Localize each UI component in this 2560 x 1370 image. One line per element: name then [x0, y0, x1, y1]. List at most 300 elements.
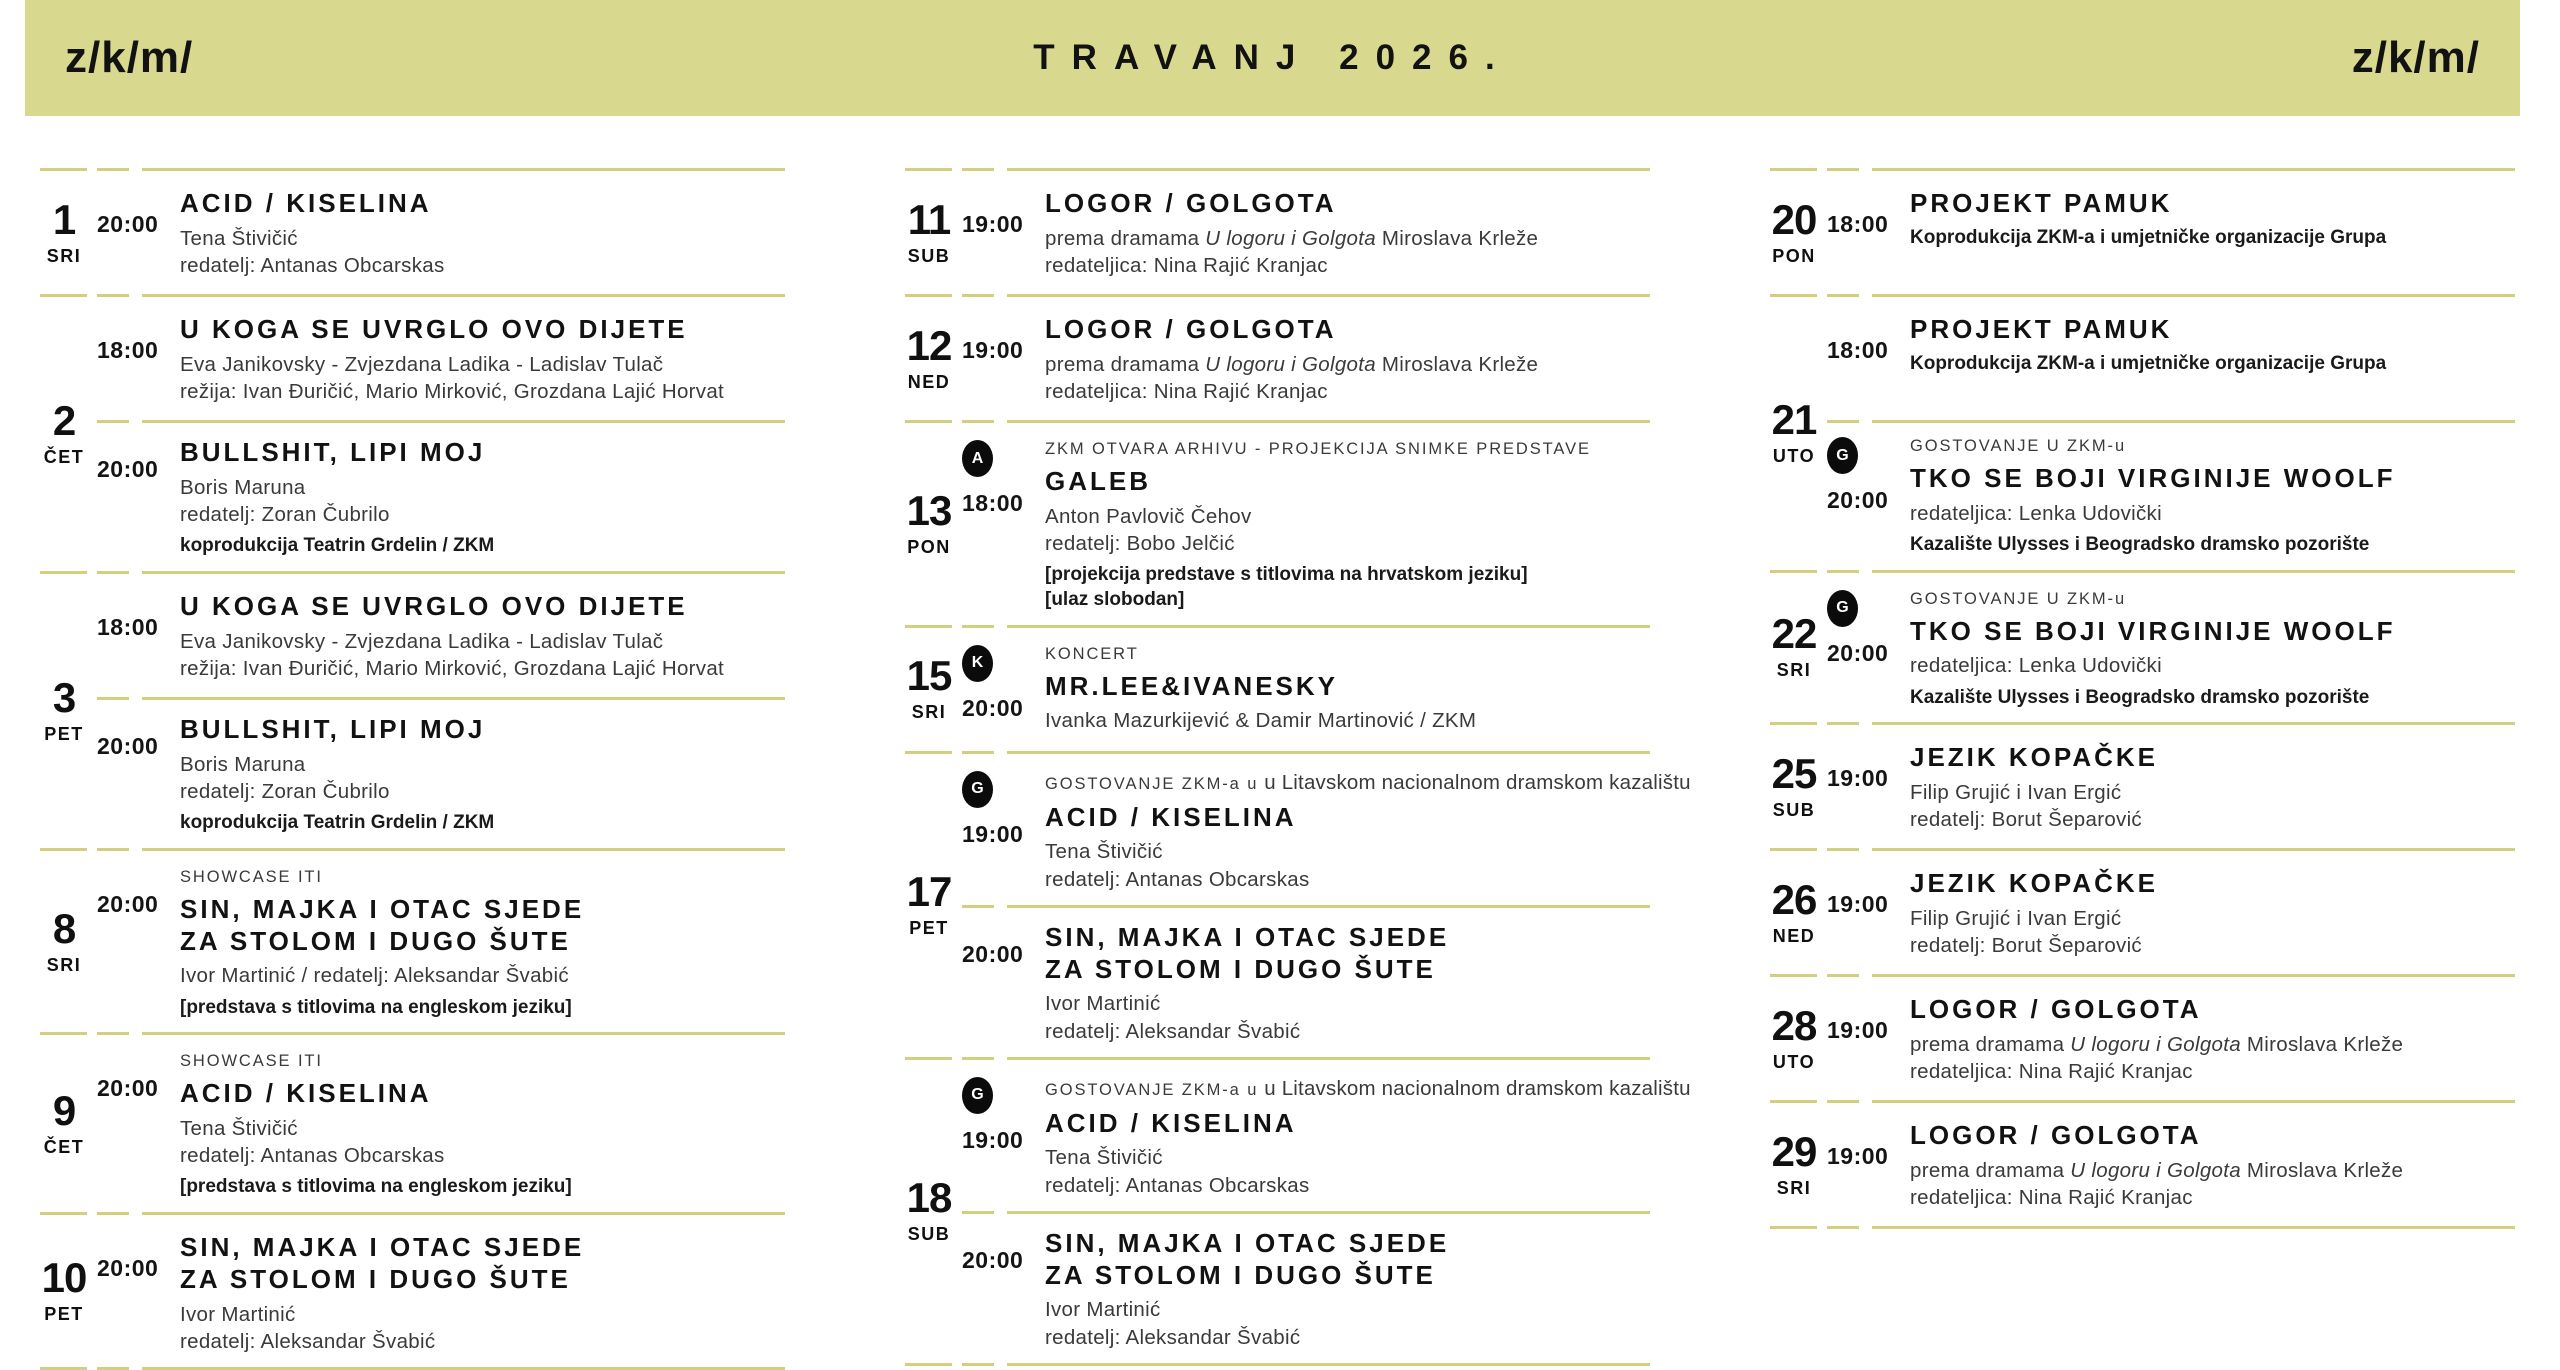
show: [97, 851, 785, 1032]
time-label: 20:00: [97, 1075, 159, 1102]
day-abbrev: PET: [44, 1304, 84, 1325]
note: Kazalište Ulysses i Beogradsko dramsko pozorište: [1910, 533, 2370, 555]
event-eyebrow: [1910, 590, 2515, 609]
day-abbrev: NED: [1772, 925, 1816, 946]
detail-line: režija: Ivan Đuričić, Mario Mirković, Grozdana Lajić Horvat: [180, 379, 725, 403]
time-cell: [962, 754, 1024, 905]
note: [projekcija predstave s titlovima na hrvatskom jeziku]: [1045, 564, 1528, 586]
schedule-entry: [1770, 851, 2515, 974]
day-cell: [1770, 573, 1818, 723]
show-notes: [180, 534, 785, 559]
show-title: PROJEKT PAMUK: [1910, 314, 2173, 344]
show-title: U KOGA SE UVRGLO OVO DIJETE: [180, 314, 688, 344]
detail-line: Boris Maruna: [180, 475, 306, 499]
eyebrow-caps: GOSTOVANJE U ZKM-u: [1910, 437, 2127, 455]
show: [97, 171, 785, 294]
show-details: [180, 628, 785, 683]
show-notes: [1910, 686, 2515, 711]
show-notes: [180, 996, 785, 1021]
detail-line: redatelj: Zoran Čubrilo: [180, 779, 390, 803]
show-list: [1827, 573, 2515, 723]
show: [962, 171, 1650, 294]
month-title: TRAVANJ 2026.: [1033, 38, 1512, 77]
eyebrow-caps: ZKM OTVARA ARHIVU - PROJEKCIJA SNIMKE PREDSTAVE: [1045, 440, 1591, 458]
show-details: [1045, 351, 1650, 406]
show: [962, 297, 1650, 420]
detail-line: Ivor Martinić: [180, 1302, 296, 1326]
day-cell: [1770, 1103, 1818, 1226]
show: [962, 423, 1650, 625]
time-label: 20:00: [1827, 487, 1889, 513]
event-eyebrow: [1045, 440, 1650, 459]
show-notes: [1910, 533, 2515, 558]
detail-line: redatelj: Antanas Obcarskas: [1045, 1173, 1310, 1197]
day-cell: [905, 628, 953, 751]
show-content: [1010, 905, 1650, 1057]
show-content: [1875, 851, 2515, 974]
day-number: 25: [1771, 749, 1817, 797]
schedule-entry: [1770, 1103, 2515, 1226]
show-title: U KOGA SE UVRGLO OVO DIJETE: [180, 590, 688, 621]
day-abbrev: SUB: [907, 245, 951, 266]
day-abbrev: SRI: [46, 954, 82, 975]
detail-line: redateljica: Nina Rajić Kranjac: [1910, 1060, 2193, 1084]
show: [1827, 573, 2515, 723]
show-title: JEZIK KOPAČKE: [1910, 742, 2158, 773]
show-content: [1875, 977, 2515, 1100]
event-eyebrow: [1910, 437, 2515, 456]
schedule-entry: [905, 297, 1650, 420]
show-details: [180, 962, 785, 989]
show-notes: [1910, 226, 2515, 251]
show-title: ACID / KISELINA: [180, 1078, 432, 1109]
show-title: PROJEKT PAMUK: [1910, 188, 2173, 218]
time-cell: [962, 423, 1024, 625]
time-cell: [962, 905, 1024, 1057]
show: [1827, 297, 2515, 420]
show-content: [145, 171, 785, 294]
day-number: 13: [906, 486, 952, 534]
event-badge: G: [962, 1077, 993, 1114]
show-title: JEZIK KOPAČKE: [1910, 868, 2158, 899]
schedule-column-2: [905, 168, 1691, 1366]
show-content: [1875, 725, 2515, 848]
show-notes: [180, 811, 785, 836]
masthead: [25, 0, 2520, 116]
time-cell: [1827, 977, 1889, 1100]
show: [1827, 977, 2515, 1100]
day-abbrev: SRI: [1776, 1177, 1812, 1198]
schedule-entry: [905, 171, 1650, 294]
detail-line: Boris Maruna: [180, 752, 306, 776]
show: [962, 1060, 1691, 1211]
day-number: 2: [52, 396, 76, 444]
schedule-entry: [40, 297, 785, 571]
day-abbrev: PON: [907, 536, 951, 557]
day-cell: [40, 297, 88, 571]
time-label: 20:00: [962, 940, 1024, 967]
eyebrow-caps: KONCERT: [1045, 644, 1139, 663]
show-list: [962, 1060, 1691, 1363]
time-cell: [962, 628, 1024, 751]
note: [predstava s titlovima na engleskom jeziku]: [180, 1176, 572, 1198]
show-content: [1010, 1060, 1691, 1211]
show-content: [1875, 297, 2515, 420]
show-list: [1827, 851, 2515, 974]
event-eyebrow: [1045, 645, 1650, 664]
day-number: 1: [52, 195, 76, 243]
separator-line: [905, 1363, 1650, 1366]
eyebrow-caps: GOSTOVANJE ZKM-a u: [1045, 774, 1259, 793]
day-abbrev: NED: [907, 371, 951, 392]
day-abbrev: UTO: [1772, 446, 1816, 467]
day-abbrev: PET: [909, 918, 949, 939]
day-cell: [905, 1060, 953, 1363]
eyebrow-caps: GOSTOVANJE U ZKM-u: [1910, 589, 2127, 608]
separator-line: [97, 697, 785, 700]
show-details: [1910, 500, 2515, 527]
time-label: 19:00: [1827, 1017, 1889, 1044]
show-content: [145, 697, 785, 848]
separator-line: [1770, 1226, 2515, 1229]
eyebrow-caps: SHOWCASE ITI: [180, 867, 323, 886]
time-label: 20:00: [962, 694, 1024, 721]
eyebrow-rest: u Litavskom nacionalnom dramskom kazalištu: [1258, 1076, 1691, 1100]
show: [97, 420, 785, 571]
detail-line: Eva Janikovsky - Zvjezdana Ladika - Ladislav Tulač: [180, 629, 664, 653]
show-list: [1827, 171, 2515, 294]
day-cell: [40, 1215, 88, 1367]
day-cell: [1770, 977, 1818, 1100]
day-cell: [40, 1035, 88, 1212]
time-label: 20:00: [97, 1255, 159, 1282]
show-content: [1010, 171, 1650, 294]
schedule-entry: [1770, 297, 2515, 570]
time-label: 18:00: [97, 613, 159, 640]
day-abbrev: PON: [1772, 245, 1816, 266]
show-title: LOGOR / GOLGOTA: [1045, 188, 1337, 218]
show-title: LOGOR / GOLGOTA: [1910, 1120, 2202, 1151]
day-cell: [905, 297, 953, 420]
detail-line: redatelj: Antanas Obcarskas: [1045, 867, 1310, 891]
time-label: 18:00: [1827, 337, 1889, 363]
time-cell: [97, 297, 159, 420]
detail-line: Eva Janikovsky - Zvjezdana Ladika - Ladislav Tulač: [180, 352, 664, 376]
detail-line: redateljica: Nina Rajić Kranjac: [1045, 379, 1328, 403]
show-content: [145, 1215, 785, 1367]
show-title: ZA STOLOM I DUGO ŠUTE: [180, 925, 571, 956]
day-number: 20: [1771, 195, 1817, 243]
detail-line: prema dramama U logoru i Golgota Miroslava Krleže: [1910, 1159, 2404, 1183]
day-number: 26: [1771, 875, 1817, 923]
show-content: [1875, 420, 2515, 570]
day-abbrev: SUB: [1772, 799, 1816, 820]
show-title: ZA STOLOM I DUGO ŠUTE: [1045, 1259, 1436, 1290]
day-number: 28: [1771, 1001, 1817, 1049]
event-badge: G: [1827, 590, 1858, 627]
schedule-column-1: [40, 168, 785, 1370]
day-cell: [40, 574, 88, 848]
show-list: [962, 423, 1650, 625]
detail-line: Filip Grujić i Ivan Ergić: [1910, 781, 2122, 805]
detail-line: redateljica: Nina Rajić Kranjac: [1910, 1186, 2193, 1210]
day-number: 12: [906, 321, 952, 369]
show-list: [97, 297, 785, 571]
eyebrow-caps: SHOWCASE ITI: [180, 1052, 323, 1071]
separator-line: [1827, 420, 2515, 423]
day-number: 18: [906, 1174, 952, 1222]
show-content: [145, 851, 785, 1032]
day-number: 22: [1771, 610, 1817, 658]
schedule-entry: [905, 628, 1650, 751]
time-cell: [962, 297, 1024, 420]
time-label: 18:00: [962, 490, 1024, 516]
show-details: [1045, 503, 1650, 558]
note: koprodukcija Teatrin Grdelin / ZKM: [180, 535, 495, 557]
note: Koprodukcija ZKM-a i umjetničke organizacije Grupa: [1910, 352, 2387, 374]
show-content: [1010, 754, 1691, 905]
detail-line: Ivor Martinić: [1045, 992, 1161, 1016]
day-abbrev: ČET: [43, 446, 85, 467]
detail-line: Tena Štivičić: [180, 226, 298, 250]
show-title: MR.LEE&IVANESKY: [1045, 670, 1338, 701]
show: [962, 754, 1691, 905]
time-label: 19:00: [962, 1126, 1024, 1153]
day-number: 9: [52, 1086, 76, 1134]
show-title: SIN, MAJKA I OTAC SJEDE: [1045, 921, 1450, 952]
show-list: [97, 171, 785, 294]
show-title: BULLSHIT, LIPI MOJ: [180, 437, 486, 467]
schedule-entry: [40, 1035, 785, 1212]
show-list: [1827, 725, 2515, 848]
show-details: [1910, 779, 2515, 834]
zkm-logo-right: z/k/m/: [2351, 33, 2480, 82]
show-notes: [1910, 352, 2515, 377]
note: [predstava s titlovima na engleskom jeziku]: [180, 996, 572, 1018]
day-cell: [905, 754, 953, 1057]
detail-line: redatelj: Antanas Obcarskas: [180, 253, 445, 277]
zkm-logo-left: z/k/m/: [65, 33, 194, 82]
show-details: [1910, 652, 2515, 679]
show: [97, 1035, 785, 1212]
time-cell: [1827, 725, 1889, 848]
day-abbrev: ČET: [43, 1136, 85, 1157]
show-details: [1045, 990, 1650, 1045]
show-notes: [1045, 563, 1650, 612]
day-number: 17: [906, 868, 952, 916]
time-cell: [1827, 1103, 1889, 1226]
schedule-entry: [40, 851, 785, 1032]
time-label: 20:00: [962, 1246, 1024, 1273]
event-eyebrow: [180, 1052, 785, 1071]
show-details: [180, 751, 785, 806]
show: [1827, 420, 2515, 570]
show-details: [180, 351, 785, 406]
show-list: [97, 1215, 785, 1367]
show-details: [1045, 1144, 1691, 1199]
show-title: ACID / KISELINA: [180, 188, 432, 218]
detail-line: redatelj: Antanas Obcarskas: [180, 1144, 445, 1168]
time-cell: [97, 1215, 159, 1367]
day-number: 29: [1771, 1127, 1817, 1175]
show-title: LOGOR / GOLGOTA: [1910, 994, 2202, 1025]
detail-line: Anton Pavlovič Čehov: [1045, 504, 1252, 528]
show-list: [962, 754, 1691, 1057]
show-details: [180, 1115, 785, 1170]
show-list: [962, 297, 1650, 420]
eyebrow-caps: GOSTOVANJE ZKM-a u: [1045, 1080, 1259, 1099]
detail-line: redatelj: Aleksandar Švabić: [1045, 1019, 1301, 1043]
event-badge: K: [962, 645, 993, 682]
show-list: [97, 851, 785, 1032]
detail-line: prema dramama U logoru i Golgota Miroslava Krleže: [1045, 352, 1539, 376]
time-cell: [962, 1211, 1024, 1363]
event-eyebrow: [1045, 1077, 1691, 1101]
schedule-entry: [905, 754, 1691, 1057]
detail-line: redatelj: Borut Šeparović: [1910, 934, 2142, 958]
day-cell: [1770, 725, 1818, 848]
day-abbrev: SRI: [1776, 660, 1812, 681]
detail-line: redateljica: Lenka Udovički: [1910, 501, 2162, 525]
show-content: [1875, 171, 2515, 294]
event-eyebrow: [1045, 771, 1691, 795]
time-label: 20:00: [97, 890, 159, 917]
show: [962, 628, 1650, 751]
schedule-entry: [905, 423, 1650, 625]
day-cell: [40, 851, 88, 1032]
detail-line: Ivor Martinić / redatelj: Aleksandar Švabić: [180, 964, 569, 988]
time-cell: [97, 697, 159, 848]
show-list: [97, 1035, 785, 1212]
separator-line: [962, 1211, 1650, 1214]
show-details: [1910, 1157, 2515, 1212]
show-title: SIN, MAJKA I OTAC SJEDE: [1045, 1227, 1450, 1258]
schedule-entry: [40, 1215, 785, 1367]
schedule-entry: [40, 574, 785, 848]
day-cell: [40, 171, 88, 294]
time-label: 20:00: [1827, 639, 1889, 666]
show-list: [962, 171, 1650, 294]
time-label: 20:00: [97, 732, 159, 759]
detail-line: redatelj: Aleksandar Švabić: [1045, 1325, 1301, 1349]
show-details: [180, 1301, 785, 1356]
event-eyebrow: [180, 868, 785, 887]
show-details: [1045, 707, 1650, 734]
detail-line: prema dramama U logoru i Golgota Miroslava Krleže: [1045, 226, 1539, 250]
time-cell: [1827, 297, 1889, 420]
time-cell: [962, 171, 1024, 294]
show: [962, 1211, 1650, 1363]
time-label: 18:00: [97, 337, 159, 363]
time-cell: [97, 171, 159, 294]
detail-line: Filip Grujić i Ivan Ergić: [1910, 907, 2122, 931]
day-number: 21: [1771, 396, 1817, 444]
detail-line: prema dramama U logoru i Golgota Miroslava Krleže: [1910, 1033, 2404, 1057]
show-title: ACID / KISELINA: [1045, 1107, 1297, 1138]
time-label: 19:00: [962, 211, 1024, 237]
time-label: 19:00: [1827, 891, 1889, 918]
schedule-entry: [905, 1060, 1691, 1363]
show: [1827, 1103, 2515, 1226]
note: koprodukcija Teatrin Grdelin / ZKM: [180, 812, 495, 834]
note: Koprodukcija ZKM-a i umjetničke organizacije Grupa: [1910, 226, 2387, 248]
detail-line: Ivanka Mazurkijević & Damir Martinović / ZKM: [1045, 709, 1477, 733]
time-cell: [97, 420, 159, 571]
show: [1827, 171, 2515, 294]
show-title: BULLSHIT, LIPI MOJ: [180, 713, 486, 744]
time-cell: [1827, 573, 1889, 723]
time-cell: [1827, 420, 1889, 570]
detail-line: Tena Štivičić: [1045, 840, 1163, 864]
schedule-entry: [1770, 977, 2515, 1100]
show-content: [1010, 628, 1650, 751]
detail-line: Tena Štivičić: [1045, 1146, 1163, 1170]
day-number: 15: [906, 652, 952, 700]
show-title: ZA STOLOM I DUGO ŠUTE: [1045, 953, 1436, 984]
time-label: 19:00: [962, 820, 1024, 847]
time-cell: [962, 1060, 1024, 1211]
time-label: 18:00: [1827, 211, 1889, 237]
event-badge: G: [1827, 437, 1858, 474]
detail-line: režija: Ivan Đuričić, Mario Mirković, Grozdana Lajić Horvat: [180, 656, 725, 680]
detail-line: redateljica: Nina Rajić Kranjac: [1045, 253, 1328, 277]
schedule-entry: [1770, 573, 2515, 723]
day-cell: [905, 423, 953, 625]
time-cell: [97, 1035, 159, 1212]
day-cell: [1770, 851, 1818, 974]
day-number: 11: [907, 195, 951, 243]
show-content: [1010, 423, 1650, 625]
show: [97, 1215, 785, 1367]
show-title: GALEB: [1045, 466, 1151, 496]
day-number: 8: [52, 904, 76, 952]
show: [1827, 725, 2515, 848]
show-details: [1045, 838, 1691, 893]
day-abbrev: UTO: [1772, 1051, 1816, 1072]
detail-line: redatelj: Aleksandar Švabić: [180, 1329, 436, 1353]
day-number: 3: [52, 673, 76, 721]
show-list: [962, 628, 1650, 751]
day-cell: [905, 171, 953, 294]
time-label: 19:00: [1827, 765, 1889, 792]
day-abbrev: PET: [44, 723, 84, 744]
schedule-entry: [1770, 171, 2515, 294]
day-cell: [1770, 297, 1818, 570]
show-details: [1910, 905, 2515, 960]
schedule-column-3: [1770, 168, 2515, 1229]
day-abbrev: SRI: [46, 245, 82, 266]
show-notes: [180, 1175, 785, 1200]
show-title: TKO SE BOJI VIRGINIJE WOOLF: [1910, 463, 2396, 493]
detail-line: Ivor Martinić: [1045, 1298, 1161, 1322]
show-list: [97, 574, 785, 848]
show-title: ZA STOLOM I DUGO ŠUTE: [180, 1263, 571, 1294]
show-content: [1010, 297, 1650, 420]
time-cell: [1827, 851, 1889, 974]
show-details: [180, 225, 785, 280]
day-cell: [1770, 171, 1818, 294]
day-abbrev: SRI: [911, 702, 947, 723]
separator-line: [962, 905, 1650, 908]
detail-line: redatelj: Zoran Čubrilo: [180, 502, 390, 526]
detail-line: redatelj: Bobo Jelčić: [1045, 531, 1235, 555]
time-cell: [97, 574, 159, 697]
show-content: [1875, 1103, 2515, 1226]
show-list: [1827, 1103, 2515, 1226]
show-content: [1010, 1211, 1650, 1363]
show-title: ACID / KISELINA: [1045, 801, 1297, 832]
show-list: [1827, 977, 2515, 1100]
